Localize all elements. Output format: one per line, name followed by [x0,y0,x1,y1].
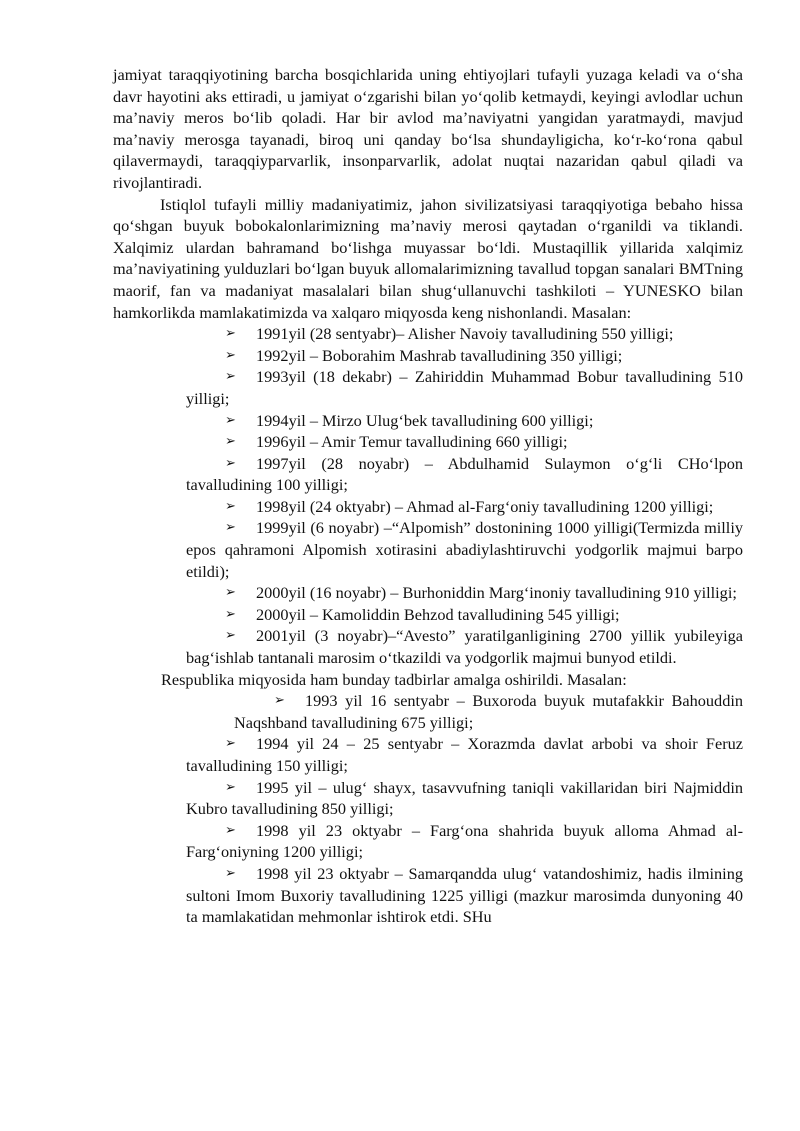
international-anniversaries-list [113,323,743,669]
arrowhead-bullet-icon: ➢ [225,606,236,622]
paragraph-independence: Istiqlol tufayli milliy madaniyatimiz, jahon sivilizatsiyasi taraqqiyotiga bebaho hissa qo‘shgan buyuk bobokalonlarimizning ma’naviy merosi qaytadan o‘rganildi va tiklandi. Xalqimiz ulardan bahramand bo‘lishga muyassar bo‘ldi. Mustaqillik yillarida xalqimiz ma’naviyatining yulduzlari bo‘lgan buyuk allomalarimizning tavallud topgan sanalari BMTning maorif, fan va madaniyat masalalari bilan shug‘ullanuvchi tashkiloti – YUNESKO bilan hamkorlikda mamlakatimizda va xalqaro miqyosda keng nishonlandi. Masalan: [113,194,743,322]
arrowhead-bullet-icon: ➢ [225,455,236,471]
arrowhead-bullet-icon: ➢ [225,347,236,363]
list-item: ➢ 1994yil – Mirzo Ulug‘bek tavalludining 600 yilligi; [225,410,594,430]
arrowhead-bullet-icon: ➢ [225,585,236,601]
paragraph-intro: jamiyat taraqqiyotining barcha bosqichlarida uning ehtiyojlari tufayli yuzaga keladi va o‘sha davr hayotini aks ettiradi, u jamiyat o‘zgarishi bilan yo‘qolib ketmaydi, keyingi avlodlar uchun ma’naviy meros bo‘lib qoladi. Har bir avlod ma’naviyatni yangidan yaratmaydi, mavjud ma’naviy merosga tayanadi, biroq uni qanday bo‘lsa shundayligicha, ko‘r-ko‘rona qabul qilavermaydi, taraqqiyparvarlik, insonparvarlik, adolat nuqtai nazaridan qabul qiladi va rivojlantiradi. [113,65,743,192]
list-item: ➢ 1998yil (24 oktyabr) – Ahmad al-Farg‘oniy tavalludining 1200 yilligi; [225,496,714,516]
republic-anniversaries-list [113,690,743,928]
list-item: ➢ 1994 yil 24 – 25 sentyabr – Xorazmda davlat arbobi va shoir Feruz tavalludining 150 yilligi; [186,734,743,775]
arrowhead-bullet-icon: ➢ [225,369,236,385]
arrowhead-bullet-icon: ➢ [225,434,236,450]
list-item: ➢ 1993yil (18 dekabr) – Zahiriddin Muhammad Bobur tavalludining 510 yilligi; [186,367,743,408]
list-item: ➢ 1997yil (28 noyabr) – Abdulhamid Sulaymon o‘g‘li CHo‘lpon tavalludining 100 yilligi; [186,453,743,495]
list-item: ➢ 2000yil – Kamoliddin Behzod tavalludining 545 yilligi; [225,604,620,624]
document-body [113,64,743,928]
arrowhead-bullet-icon: ➢ [225,520,236,536]
list-item: ➢ 1993 yil 16 sentyabr – Buxoroda buyuk mutafakkir Bahouddin Naqshband tavalludining 675 yilligi; [234,691,743,732]
list-item: ➢ 1999yil (6 noyabr) –“Alpomish” dostonining 1000 yilligi(Termizda milliy epos qahramoni Alpomish xotirasini abadiylashtiruvchi yodgorlik majmui barpo etildi); [186,518,743,581]
arrowhead-bullet-icon: ➢ [225,736,236,752]
arrowhead-bullet-icon: ➢ [225,865,236,881]
arrowhead-bullet-icon: ➢ [225,628,236,644]
arrowhead-bullet-icon: ➢ [225,779,236,795]
list-item: ➢ 2000yil (16 noyabr) – Burhoniddin Marg‘inoniy tavalludining 910 yilligi; [225,583,737,603]
arrowhead-bullet-icon: ➢ [225,822,236,838]
arrowhead-bullet-icon: ➢ [225,326,236,342]
list-item: ➢ 1996yil – Amir Temur tavalludining 660 yilligi; [225,432,568,452]
list-item: ➢ 1992yil – Boborahim Mashrab tavalludining 350 yilligi; [225,345,623,365]
arrowhead-bullet-icon: ➢ [225,412,236,428]
list-item: ➢ 1998 yil 23 oktyabr – Samarqandda ulug‘ vatandoshimiz, hadis ilmining sultoni Imom Buxoriy tavalludining 1225 yilligi (mazkur marosimda dunyoning 40 ta mamlakatidan mehmonlar ishtirok etdi. SHu [186,863,743,927]
arrowhead-bullet-icon: ➢ [274,693,285,709]
list-item: ➢ 1998 yil 23 oktyabr – Farg‘ona shahrida buyuk alloma Ahmad al-Farg‘oniyning 1200 yilligi; [186,820,743,862]
list-item: ➢ 2001yil (3 noyabr)–“Avesto” yaratilganligining 2700 yillik yubileyiga bag‘ishlab tantanali marosim o‘tkazildi va yodgorlik majmui bunyod etildi. [186,626,743,668]
paragraph-republic: Respublika miqyosida ham bunday tadbirlar amalga oshirildi. Masalan: [161,669,627,689]
arrowhead-bullet-icon: ➢ [225,498,236,514]
list-item: ➢ 1991yil (28 sentyabr)– Alisher Navoiy tavalludining 550 yilligi; [225,324,674,344]
list-item: ➢ 1995 yil – ulug‘ shayx, tasavvufning taniqli vakillaridan biri Najmiddin Kubro tavalludining 850 yilligi; [186,777,743,819]
